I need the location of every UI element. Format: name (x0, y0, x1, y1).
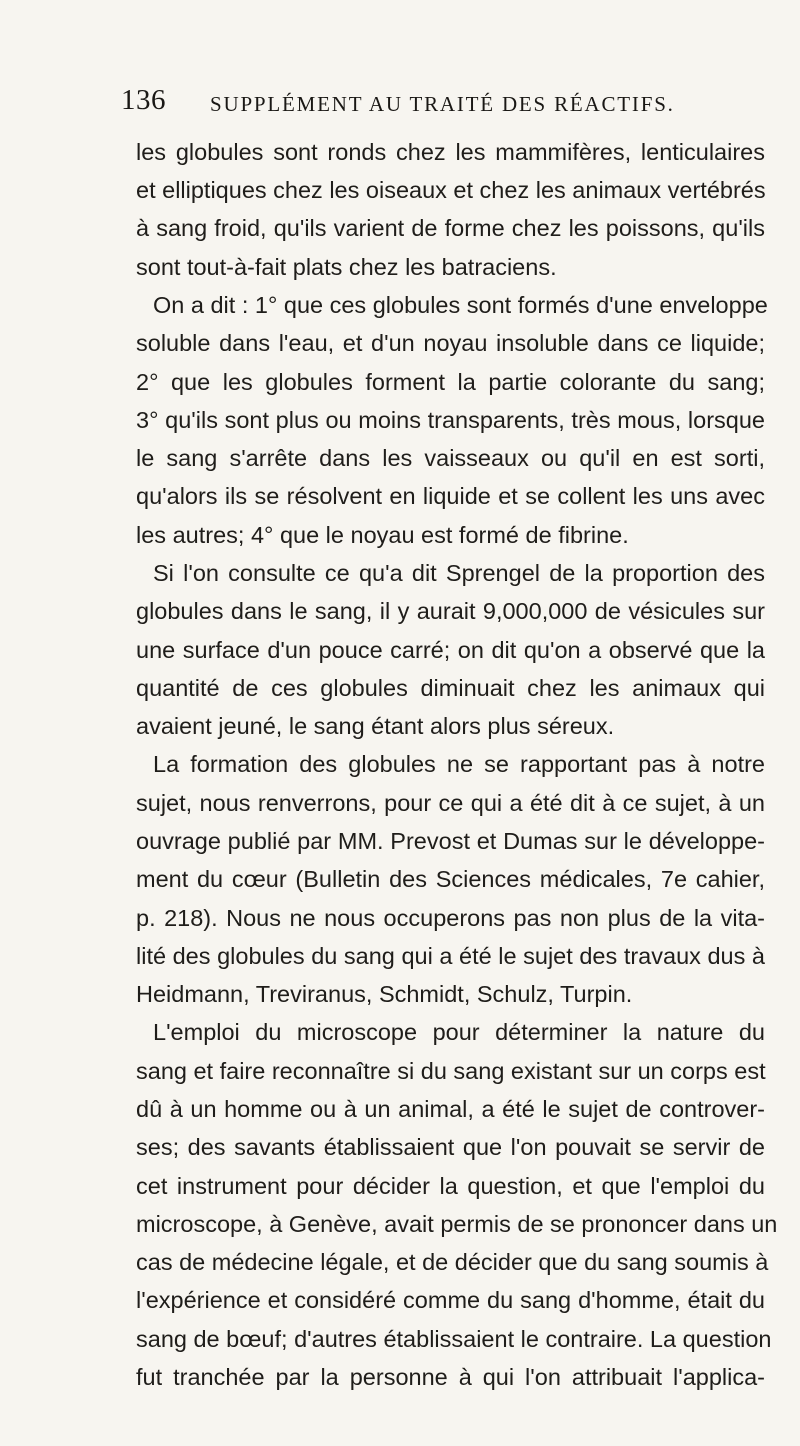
text-line: sont tout-à-fait plats chez les batraciens. (136, 254, 557, 280)
text-line: L'emploi du microscope pour déterminer la nature du (153, 1019, 765, 1045)
text-line: qu'alors ils se résolvent en liquide et se collent les uns avec (136, 483, 765, 509)
text-line: On a dit : 1° que ces globules sont formés d'une enveloppe (153, 292, 768, 318)
text-line: le sang s'arrête dans les vaisseaux ou qu'il en est sorti, (136, 445, 765, 471)
text-line: 3° qu'ils sont plus ou moins transparents, très mous, lorsque (136, 407, 765, 433)
running-head: SUPPLÉMENT AU TRAITÉ DES RÉACTIFS. (210, 92, 675, 116)
text-line: Si l'on consulte ce qu'a dit Sprengel de la proportion des (153, 560, 765, 586)
text-line: avaient jeuné, le sang étant alors plus séreux. (136, 713, 615, 739)
text-line: 2° que les globules forment la partie colorante du sang; (136, 369, 765, 395)
page-number: 136 (121, 84, 166, 116)
text-line: les globules sont ronds chez les mammifères, lenticulaires (136, 139, 765, 165)
text-line: sang et faire reconnaître si du sang existant sur un corps est (136, 1058, 766, 1084)
text-line: les autres; 4° que le noyau est formé de fibrine. (136, 522, 629, 548)
text-line: Heidmann, Treviranus, Schmidt, Schulz, Turpin. (136, 981, 633, 1007)
text-line: sujet, nous renverrons, pour ce qui a été dit à ce sujet, à un (136, 790, 765, 816)
text-line: ouvrage publié par MM. Prevost et Dumas sur le développe- (136, 828, 765, 854)
text-line: ses; des savants établissaient que l'on pouvait se servir de (136, 1134, 765, 1160)
text-line: soluble dans l'eau, et d'un noyau insoluble dans ce liquide; (136, 330, 765, 356)
text-line: La formation des globules ne se rapportant pas à notre (153, 751, 765, 777)
text-line: l'expérience et considéré comme du sang d'homme, était du (136, 1287, 765, 1313)
text-line: ment du cœur (Bulletin des Sciences médicales, 7e cahier, (136, 866, 765, 892)
text-line: et elliptiques chez les oiseaux et chez les animaux vertébrés (136, 177, 766, 203)
text-line: dû à un homme ou à un animal, a été le sujet de controver- (136, 1096, 765, 1122)
text-line: fut tranchée par la personne à qui l'on attribuait l'applica- (136, 1364, 765, 1390)
text-line: une surface d'un pouce carré; on dit qu'on a observé que la (136, 637, 765, 663)
text-line: sang de bœuf; d'autres établissaient le contraire. La question (136, 1326, 772, 1352)
text-line: cas de médecine légale, et de décider que du sang soumis à (136, 1249, 769, 1275)
text-line: cet instrument pour décider la question, et que l'emploi du (136, 1173, 765, 1199)
text-line: quantité de ces globules diminuait chez les animaux qui (136, 675, 765, 701)
text-line: à sang froid, qu'ils varient de forme chez les poissons, qu'ils (136, 215, 765, 241)
text-line: microscope, à Genève, avait permis de se prononcer dans un (136, 1211, 778, 1237)
text-line: globules dans le sang, il y aurait 9,000,000 de vésicules sur (136, 598, 765, 624)
text-line: lité des globules du sang qui a été le sujet des travaux dus à (136, 943, 765, 969)
text-line: p. 218). Nous ne nous occuperons pas non plus de la vita- (136, 905, 765, 931)
